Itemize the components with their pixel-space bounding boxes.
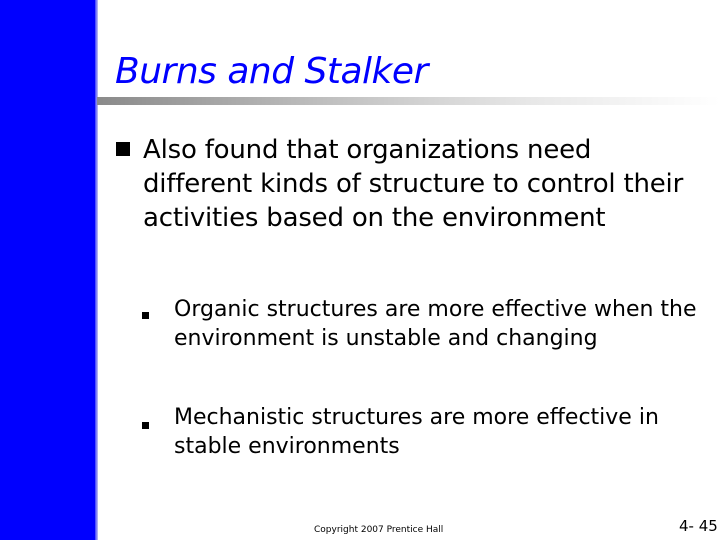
title-rule: [97, 97, 720, 105]
slide-title: Burns and Stalker: [115, 51, 428, 92]
square-bullet-icon: [116, 142, 130, 156]
left-bar-edge: [95, 0, 98, 540]
sub-bullet-text: Organic structures are more effective when the environment is unstable and changing: [174, 297, 697, 351]
square-bullet-icon: [142, 422, 149, 429]
main-bullet-text: Also found that organizations need different kinds of structure to control their activities based on the environment: [143, 135, 684, 233]
copyright-notice: Copyright 2007 Prentice Hall: [314, 525, 444, 535]
page-number: 4- 45: [679, 517, 718, 535]
square-bullet-icon: [142, 312, 149, 319]
sub-bullet-text: Mechanistic structures are more effective in stable environments: [174, 405, 659, 459]
left-accent-bar: [0, 0, 97, 540]
